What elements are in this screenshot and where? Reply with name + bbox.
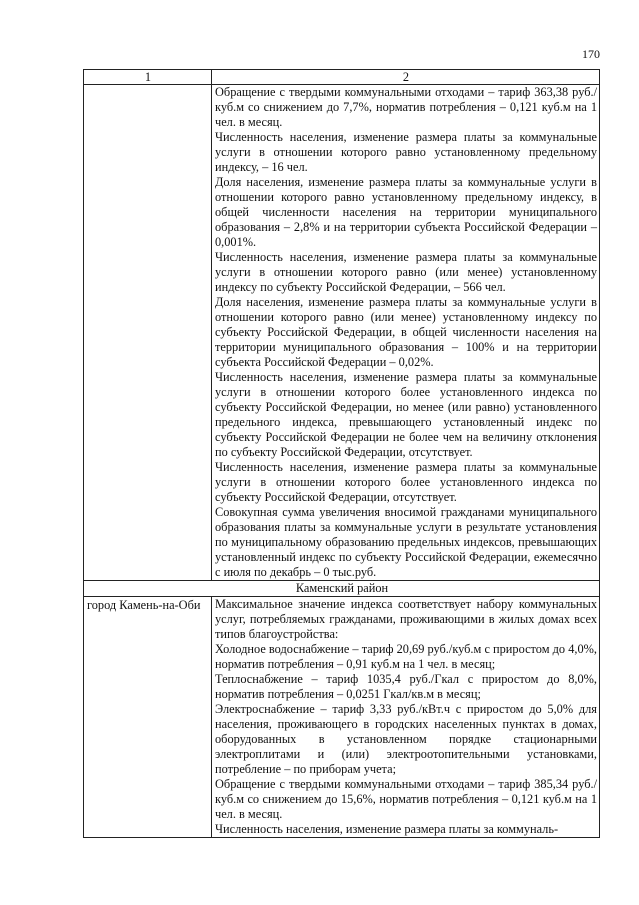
paragraph-heating: Теплоснабжение – тариф 1035,4 руб./Гкал с приростом до 8,0%, норматив потребления – 0,0251 Гкал/кв.м в месяц;: [215, 672, 597, 701]
paragraph-max-index: Максимальное значение индекса соответствует набору коммунальных услуг, потребляемых гражданами, проживающими в жилых домах всех типов благоустройства:: [215, 597, 597, 641]
table-row-continued: [84, 85, 600, 581]
paragraph-share-equal-limit: Доля населения, изменение размера платы за коммунальные услуги в отношении которого равно установленному предельному индексу, в общей численности населения на территории муниципального образования – 2,8% и на территории субъекта Российской Федерации – 0,001%.: [215, 175, 597, 249]
document-table: [83, 69, 600, 838]
paragraph-population-within-index: Численность населения, изменение размера платы за коммунальные услуги в отношении которого равно (или менее) установленному индексу по субъекту Российской Федерации, – 566 чел.: [215, 250, 597, 294]
municipality-name: город Камень-на-Оби: [87, 598, 201, 612]
table-row-municipality: [84, 597, 600, 838]
paragraph-population-above-index: Численность населения, изменение размера платы за коммунальные услуги в отношении которого более установленного индекса по субъекту Российской Федерации, но менее (или равно) установленного предельного индекса, превышающего установленный индекс по субъекту Российской Федерации не более чем на величину отклонения по субъекту Российской Федерации, отсутствует.: [215, 370, 597, 459]
paragraph-population-start: Численность населения, изменение размера платы за коммуналь-: [215, 822, 559, 836]
continued-text-cell: [212, 85, 600, 581]
paragraph-cold-water: Холодное водоснабжение – тариф 20,69 руб./куб.м с приростом до 4,0%, норматив потребления – 0,91 куб.м на 1 чел. в месяц;: [215, 642, 597, 671]
table-header-row: [84, 70, 600, 85]
section-title: Каменский район: [84, 581, 600, 597]
section-row: [84, 581, 600, 597]
paragraph-electricity: Электроснабжение – тариф 3,33 руб./кВт.ч с приростом до 5,0% для населения, проживающего в городских населенных пунктах в домах, оборудованных в установленном порядке стационарными электроплитами и (или) электроотопительными установками, потребление – по приборам учета;: [215, 702, 597, 776]
page-number: 170: [582, 47, 600, 61]
paragraph-total-increase: Совокупная сумма увеличения вносимой гражданами муниципального образования платы за коммунальные услуги в результате установления по муниципальному образованию предельных индексов, превышающих установленный индекс по субъекту Российской Федерации, ежемесячно с июля по декабрь – 0 тыс.руб.: [215, 505, 597, 579]
empty-cell: [84, 85, 212, 581]
paragraph-tko-tariff: Обращение с твердыми коммунальными отходами – тариф 363,38 руб./куб.м со снижением до 7,7%, норматив потребления – 0,121 куб.м на 1 чел. в месяц.: [215, 85, 597, 129]
municipality-text-cell: [212, 597, 600, 838]
paragraph-population-equal-limit: Численность населения, изменение размера платы за коммунальные услуги в отношении которого равно установленному предельному индексу, – 16 чел.: [215, 130, 597, 174]
column-header-1: 1: [84, 70, 212, 85]
municipality-cell: [84, 597, 212, 838]
paragraph-population-above-limit: Численность населения, изменение размера платы за коммунальные услуги в отношении которого более установленного индекса по субъекту Российской Федерации, отсутствует.: [215, 460, 597, 504]
paragraph-tko: Обращение с твердыми коммунальными отходами – тариф 385,34 руб./куб.м со снижением до 15,6%, норматив потребления – 0,121 куб.м на 1 чел. в месяц.: [215, 777, 597, 821]
paragraph-share-within-index: Доля населения, изменение размера платы за коммунальные услуги в отношении которого равно (или менее) установленному индексу по субъекту Российской Федерации, в общей численности населения на территории муниципального образования – 100% и на территории субъекта Российской Федерации – 0,02%.: [215, 295, 597, 369]
column-header-2: 2: [212, 70, 600, 85]
